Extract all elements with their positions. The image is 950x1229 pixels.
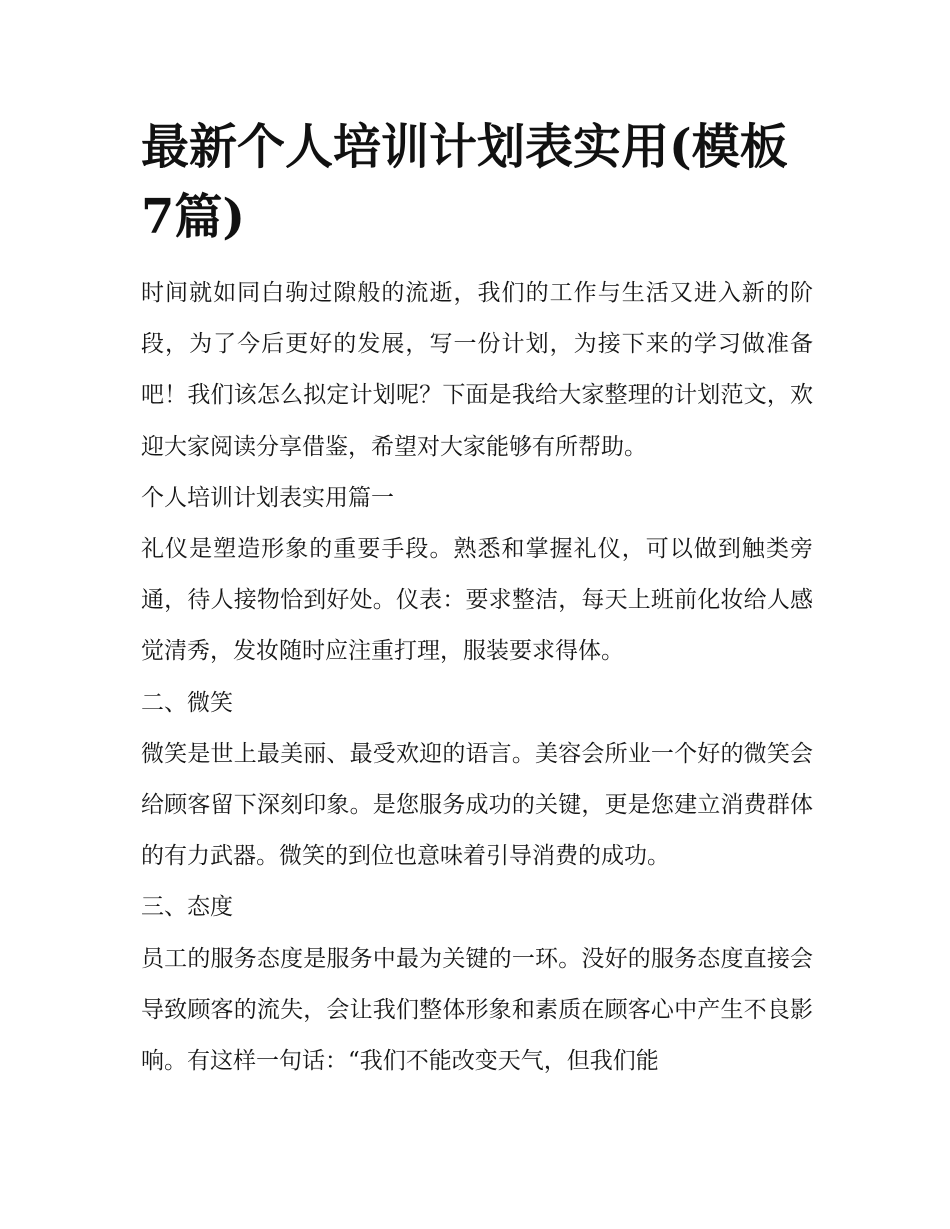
smile-paragraph: 微笑是世上最美丽、最受欢迎的语言。美容会所业一个好的微笑会给顾客留下深刻印象。是您服务成功的关键，更是您建立消费群体的有力武器。微笑的到位也意味着引导消费的成功。 (141, 740, 813, 870)
attitude-paragraph: 员工的服务态度是服务中最为关键的一环。没好的服务态度直接会导致顾客的流失，会让我们整体形象和素质在顾客心中产生不良影响。有这样一句话：“我们不能改变天气，但我们能 (141, 945, 813, 1075)
etiquette-paragraph: 礼仪是塑造形象的重要手段。熟悉和掌握礼仪，可以做到触类旁通，待人接物恰到好处。仪表：要求整洁，每天上班前化妆给人感觉清秀，发妆随时应注重打理，服装要求得体。 (141, 536, 813, 665)
section-heading-attitude: 三、态度 (141, 894, 233, 921)
section-heading-part-one: 个人培训计划表实用篇一 (141, 484, 394, 511)
intro-paragraph: 时间就如同白驹过隙般的流逝，我们的工作与生活又进入新的阶段，为了今后更好的发展，写一份计划，为接下来的学习做准备吧！我们该怎么拟定计划呢？下面是我给大家整理的计划范文，欢迎大家阅读分享借鉴，希望对大家能够有所帮助。 (141, 280, 813, 460)
document-title: 最新个人培训计划表实用(模板7篇) (141, 119, 788, 245)
document-body (141, 112, 813, 1087)
section-heading-smile: 二、微笑 (141, 689, 233, 716)
